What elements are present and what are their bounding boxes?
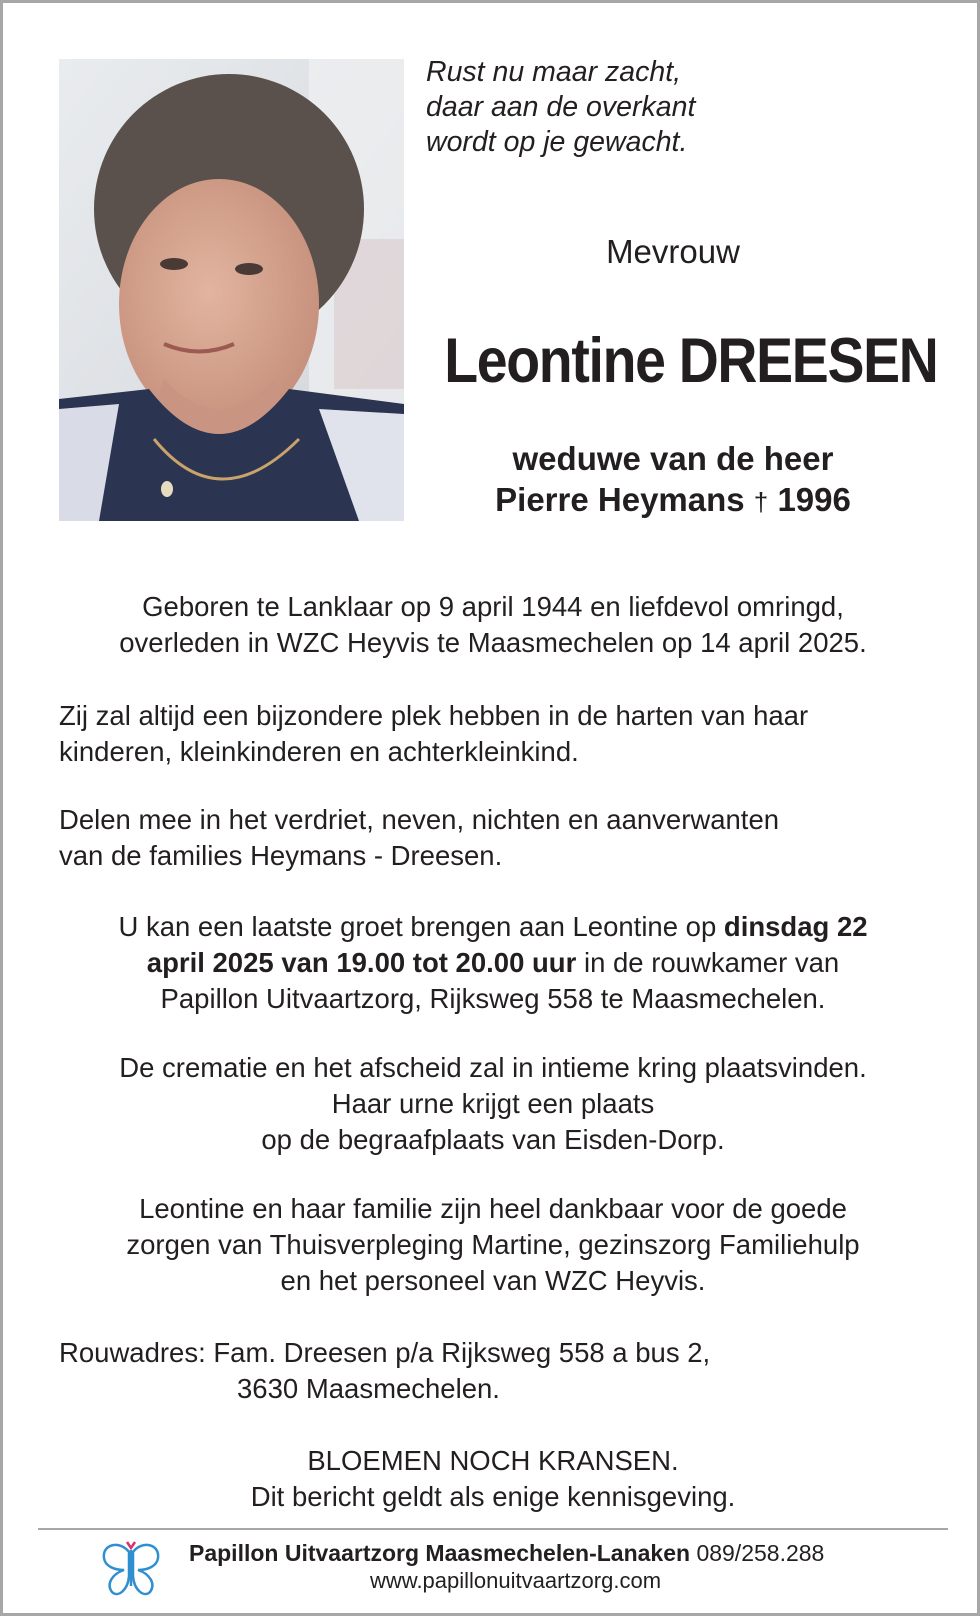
company-name: Papillon Uitvaartzorg Maasmechelen-Lanaken (189, 1540, 691, 1566)
deceased-name: Leontine DREESEN (444, 326, 938, 396)
paragraph-line: van de families Heymans - Dreesen. (59, 840, 503, 871)
footer-divider (38, 1528, 948, 1530)
cremation-paragraph (59, 1050, 927, 1158)
quote-line: wordt op je gewacht. (426, 126, 688, 158)
spouse-name: Pierre Heymans (495, 481, 745, 518)
spouse-line-1: weduwe van de heer (512, 440, 834, 477)
honorific: Mevrouw (606, 233, 740, 270)
paragraph-line: De crematie en het afscheid zal in intieme kring plaatsvinden. (119, 1052, 867, 1083)
quote-line: Rust nu maar zacht, (426, 56, 682, 88)
paragraph-line: Zij zal altijd een bijzondere plek hebben in de harten van haar (59, 700, 809, 731)
address-line: 3630 Maasmechelen. (237, 1373, 500, 1404)
paragraph-line (59, 945, 927, 981)
footer-company (189, 1540, 824, 1567)
paragraph-line: Haar urne krijgt een plaats (331, 1088, 655, 1119)
paragraph-line: en het personeel van WZC Heyvis. (280, 1265, 706, 1296)
paragraph-line: op de begraafplaats van Eisden-Dorp. (261, 1124, 725, 1155)
company-phone[interactable]: 089/258.288 (696, 1540, 825, 1566)
company-website[interactable]: www.papillonuitvaartzorg.com (370, 1568, 662, 1593)
spouse-info (423, 438, 923, 523)
birth-death-paragraph (59, 589, 927, 661)
paragraph-line: Dit bericht geldt als enige kennisgeving. (250, 1481, 736, 1512)
address-line: Rouwadres: Fam. Dreesen p/a Rijksweg 558 a bus 2, (59, 1337, 711, 1368)
memorial-quote (426, 55, 695, 160)
family-paragraph (59, 698, 927, 770)
viewing-paragraph (59, 909, 927, 1017)
viewing-time: april 2025 van 19.00 tot 20.00 uur (146, 947, 577, 978)
paragraph-line: BLOEMEN NOCH KRANSEN. (307, 1445, 679, 1476)
viewing-date: dinsdag 22 (723, 911, 868, 942)
paragraph-line: Geboren te Lanklaar op 9 april 1944 en liefdevol omringd, (142, 591, 844, 622)
mourning-address (59, 1335, 927, 1407)
spouse-death-year: 1996 (777, 481, 851, 518)
viewing-text: U kan een laatste groet brengen aan Leontine op (118, 911, 724, 942)
thanks-paragraph (59, 1191, 927, 1299)
portrait-photo (59, 59, 404, 521)
paragraph-line: Papillon Uitvaartzorg, Rijksweg 558 te Maasmechelen. (160, 983, 826, 1014)
quote-line: daar aan de overkant (426, 91, 696, 123)
paragraph-line: zorgen van Thuisverpleging Martine, gezinszorg Familiehulp (126, 1229, 860, 1260)
relatives-paragraph (59, 802, 927, 874)
cross-symbol: † (753, 487, 769, 517)
closing-paragraph (59, 1443, 927, 1515)
paragraph-line: overleden in WZC Heyvis te Maasmechelen op 14 april 2025. (119, 627, 867, 658)
viewing-text: in de rouwkamer van (576, 947, 840, 978)
paragraph-line: kinderen, kleinkinderen en achterkleinkind. (59, 736, 579, 767)
butterfly-logo-icon (98, 1538, 164, 1605)
paragraph-line (59, 909, 927, 945)
spouse-line-2 (423, 479, 923, 523)
paragraph-line: Leontine en haar familie zijn heel dankbaar voor de goede (139, 1193, 847, 1224)
paragraph-line: Delen mee in het verdriet, neven, nichten en aanverwanten (59, 804, 780, 835)
portrait-illustration (59, 59, 404, 521)
